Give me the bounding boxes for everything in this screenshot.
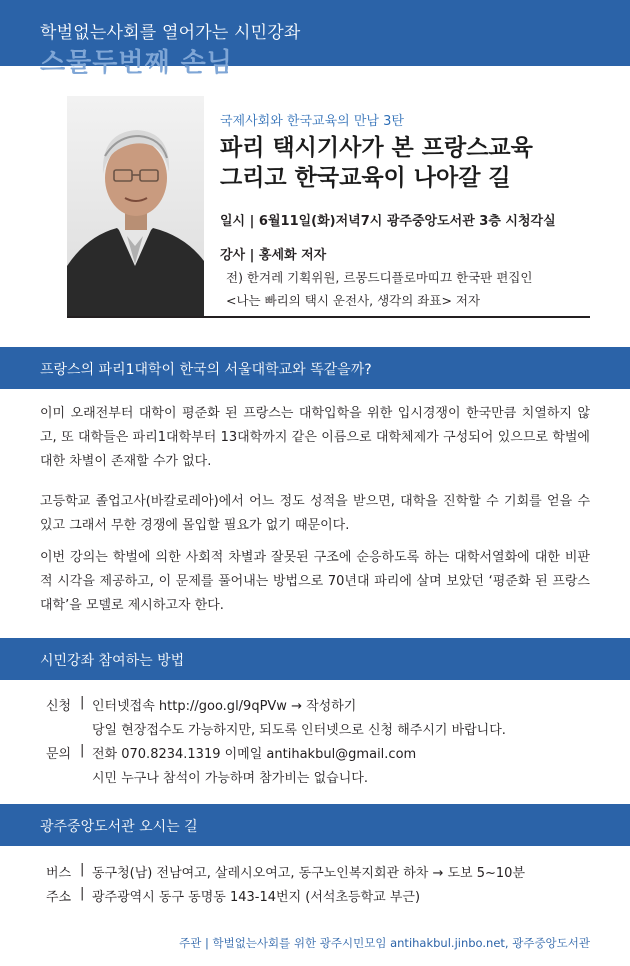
address-label: 주소: [46, 890, 72, 905]
lecture-title-line1: 파리 택시기사가 본 프랑스교육: [220, 135, 533, 161]
bus-value: 동구청(남) 전남여고, 살레시오여고, 동구노인복지회관 하차 → 도보 5~10분: [92, 866, 525, 881]
speaker-portrait: [67, 96, 204, 316]
apply-line2: 당일 현장접수도 가능하지만, 되도록 인터넷으로 신청 해주시기 바랍니다.: [92, 723, 506, 738]
section-heading-directions: 광주중앙도서관 오시는 길: [40, 819, 198, 835]
section-heading-france: 프랑스의 파리1대학이 한국의 서울대학교와 똑같을까?: [40, 362, 372, 378]
organizer-footer: 주관 | 학벌없는사회를 위한 광주시민모임 antihakbul.jinbo.net, 광주중앙도서관: [179, 936, 590, 950]
paragraph-3: 이번 강의는 학벌에 의한 사회적 차별과 잘못된 구조에 순응하도록 하는 대학서열화에 대한 비판적 시각을 제공하고, 이 문제를 풀어내는 방법으로 70년대 파리에 살며 보았던 ‘평준화 된 프랑스 대학’을 모델로 제시하고자 한다.: [40, 550, 590, 613]
speaker-bio-line2: <나는 빠리의 택시 운전사, 생각의 좌표> 저자: [226, 293, 481, 308]
paragraph-2: 고등학교 졸업고사(바칼로레아)에서 어느 정도 성적을 받으면, 대학을 진학할 수 기회를 얻을 수 있고 그래서 무한 경쟁에 몰입할 필요가 없기 때문이다.: [40, 494, 590, 533]
address-separator: |: [80, 886, 85, 901]
speaker-bio-line1: 전) 한겨레 기획위원, 르몽드디플로마띠끄 한국판 편집인: [226, 270, 533, 285]
bus-label: 버스: [46, 866, 72, 881]
paragraph-1: 이미 오래전부터 대학이 평준화 된 프랑스는 대학입학을 위한 입시경쟁이 한국만큼 치열하지 않고, 또 대학들은 파리1대학부터 13대학까지 같은 이름으로 대학체제가 구성되어 있으므로 학벌에 대한 차별이 존재할 수가 없다.: [40, 406, 590, 469]
lecture-title-line2: 그리고 한국교육이 나아갈 길: [220, 165, 511, 191]
guest-title: 스물두번째 손님: [40, 48, 233, 78]
series-title: 학벌없는사회를 열어가는 시민강좌: [40, 23, 301, 43]
section-heading-participation: 시민강좌 참여하는 방법: [40, 653, 185, 669]
contact-line2: 시민 누구나 참석이 가능하며 참가비는 없습니다.: [92, 771, 368, 786]
bus-separator: |: [80, 862, 85, 877]
address-value: 광주광역시 동구 동명동 143-14번지 (서석초등학교 부근): [92, 890, 421, 905]
lecture-subtitle: 국제사회와 한국교육의 만남 3탄: [220, 114, 404, 129]
contact-separator: |: [80, 743, 85, 758]
apply-label: 신청: [46, 699, 72, 714]
lecture-datetime: 일시 | 6월11일(화)저녁7시 광주중앙도서관 3층 시청각실: [220, 214, 556, 229]
lecture-speaker: 강사 | 홍세화 저자: [220, 248, 327, 263]
apply-line1: 인터넷접속 http://goo.gl/9qPVw → 작성하기: [92, 699, 357, 714]
contact-line1: 전화 070.8234.1319 이메일 antihakbul@gmail.com: [92, 747, 417, 762]
contact-label: 문의: [46, 747, 72, 762]
divider-rule: [67, 316, 590, 318]
lecture-title: [220, 133, 533, 193]
apply-separator: |: [80, 695, 85, 710]
